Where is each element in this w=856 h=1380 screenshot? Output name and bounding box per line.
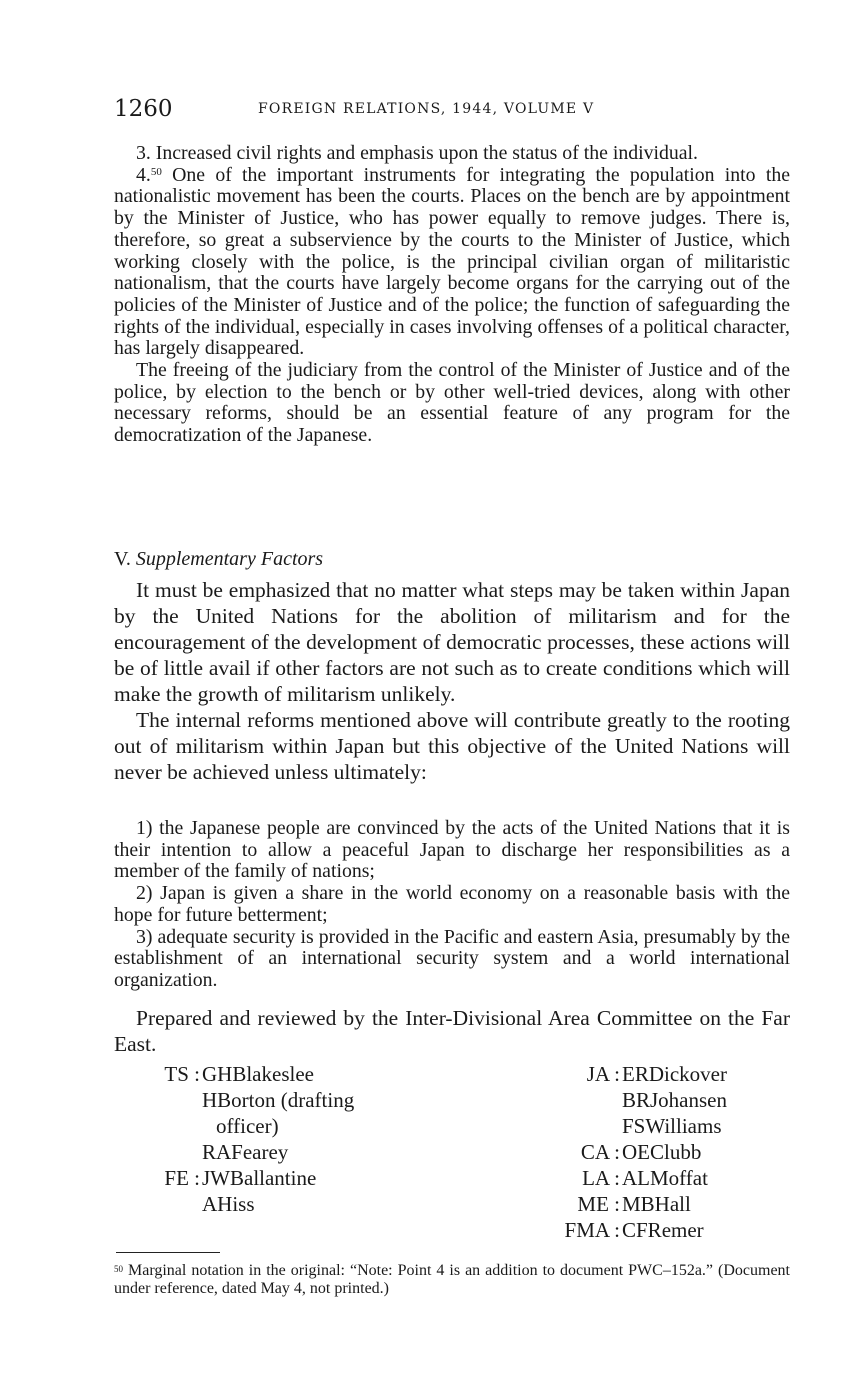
footnote-divider [116,1252,220,1253]
division-code [124,1113,200,1139]
division-code: FE : [164,1166,200,1190]
signatory-name: OEClubb [622,1140,702,1164]
signatory-row [556,1217,727,1243]
division-code: CA : [580,1140,620,1164]
signatory-name: RAFearey [202,1140,289,1164]
signatory-row [556,1087,727,1113]
section-title: Supplementary Factors [135,548,324,570]
footnote-ref[interactable]: 50 [150,165,162,178]
division-code: JA : [586,1062,620,1086]
condition-2: 2) Japan is given a share in the world economy on a reasonable basis with the hope for future betterment; [114,882,790,926]
signatory-name: officer) [216,1114,279,1138]
signatory-name: ALMoffat [622,1166,708,1190]
item-4-text: One of the important instruments for integrating the population into the nationalistic movement has been the courts. Places on the bench are by appointment by the Minister of Justice, who has power equally to remove judges. There is, therefore, so great a subservience by the courts to the Minister of Justice, which working closely with the police, is the principal civilian organ of militaristic nationalism, that the courts have largely become organs for the carrying out of the policies of the Minister of Justice and of the police; the function of safeguarding the rights of the individual, especially in cases involving offenses of a political character, has largely disappeared. [114,163,790,360]
division-code [124,1191,200,1217]
signatory-row [556,1113,727,1139]
para-internal: The internal reforms mentioned above will contribute greatly to the rooting out of militarism within Japan but this objective of the United Nations will never be achieved unless ultimately: [114,708,790,784]
division-code: FMA : [564,1218,620,1242]
signatory-row [124,1113,354,1139]
supplementary-block [114,577,790,785]
signatory-row [556,1191,727,1217]
signatory-name: GHBlakeslee [202,1062,314,1086]
conditions-list [114,818,790,992]
division-code [124,1139,200,1165]
para-freeing: The freeing of the judiciary from the control of the Minister of Justice and of the police, by election to the bench or by other well-tried devices, along with other necessary reforms, should be an essential feature of any program for the democratization of the Japanese. [114,359,790,447]
division-code [556,1087,620,1113]
signatory-name: MBHall [622,1192,691,1216]
para-emphasized: It must be emphasized that no matter what steps may be taken within Japan by the United Nations for the abolition of militarism and for the encouragement of the development of democratic processes, these actions will be of little avail if other factors are not such as to create conditions which will make the growth of militarism unlikely. [114,578,790,706]
division-code: TS : [164,1062,200,1086]
division-code: LA : [582,1166,620,1190]
section-heading [114,548,323,571]
condition-3: 3) adequate security is provided in the Pacific and eastern Asia, presumably by the establishment of an international security system and a world international organization. [114,925,790,991]
judiciary-block [114,143,790,447]
prepared-statement: Prepared and reviewed by the Inter-Divisional Area Committee on the Far East. [114,1006,790,1056]
section-number: V. [114,548,131,570]
signatory-row [124,1061,354,1087]
item-4 [114,165,790,360]
signatory-row [556,1165,727,1191]
condition-1: 1) the Japanese people are convinced by the acts of the United Nations that it is their intention to allow a peaceful Japan to discharge her responsibilities as a member of the family of nations; [114,817,790,883]
signatory-row [124,1191,354,1217]
page-number: 1260 [114,96,173,122]
signatory-row [556,1061,727,1087]
item-4-label: 4. [136,163,151,186]
signatory-row [124,1087,354,1113]
footnote [114,1262,790,1298]
signatory-row [556,1139,727,1165]
division-code [556,1113,620,1139]
signatory-row [124,1165,354,1191]
signatory-name: HBorton (drafting [202,1088,355,1112]
prepared-block [114,1005,790,1057]
signatories-left [124,1061,354,1217]
division-code [124,1087,200,1113]
signatory-name: ERDickover [622,1062,727,1086]
signatory-name: FSWilliams [622,1114,722,1138]
footnote-mark: 50 [114,1264,123,1274]
signatory-name: BRJohansen [622,1088,727,1112]
signatory-name: CFRemer [622,1218,704,1242]
signatory-name: JWBallantine [202,1166,317,1190]
division-code: ME : [577,1192,620,1216]
signatory-name: AHiss [202,1192,255,1216]
item-3: 3. Increased civil rights and emphasis upon the status of the individual. [136,142,698,164]
running-head: FOREIGN RELATIONS, 1944, VOLUME V [258,101,595,117]
footnote-text: Marginal notation in the original: “Note: Point 4 is an addition to document PWC–152a.” (Document under reference, dated May 4, not printed.) [114,1262,790,1297]
signatory-row [124,1139,354,1165]
signatories-right [556,1061,727,1243]
page-header [114,96,790,126]
